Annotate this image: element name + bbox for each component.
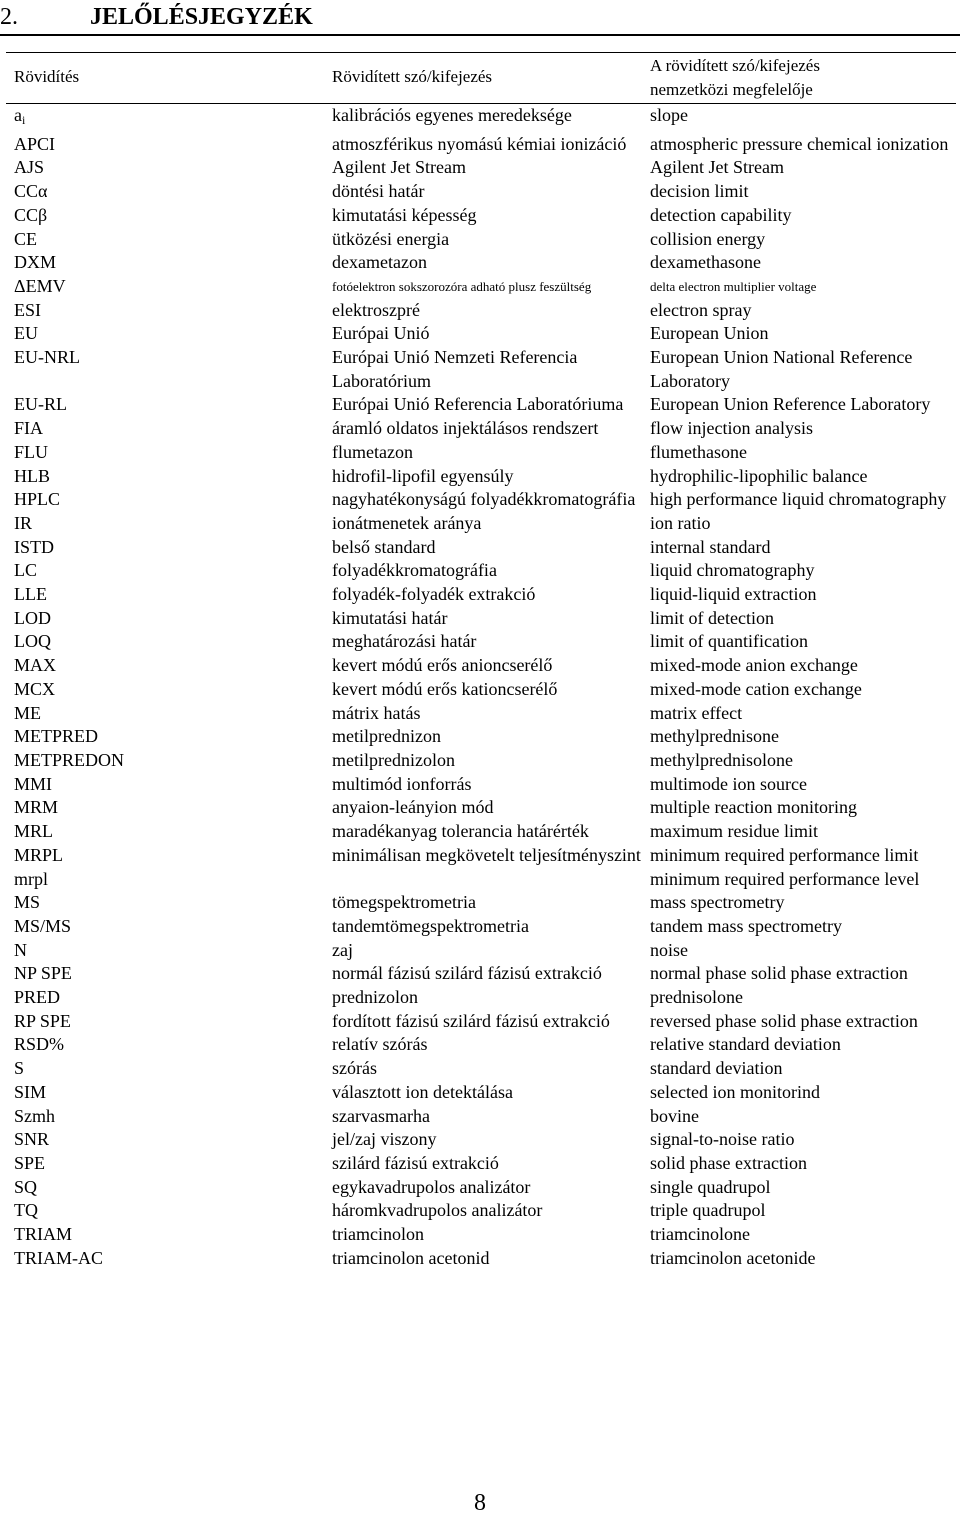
abbreviation-cell — [14, 251, 332, 275]
international-term: mixed-mode anion exchange — [650, 655, 858, 676]
hungarian-term: meghatározási határ — [332, 631, 477, 652]
international-term: reversed phase solid phase extraction — [650, 1010, 918, 1031]
hungarian-term: relatív szórás — [332, 1034, 428, 1055]
abbreviation-cell — [14, 488, 332, 512]
table-row — [14, 346, 956, 393]
hungarian-term: ütközési energia — [332, 228, 450, 249]
section-title: JELŐLÉSJEGYZÉK — [90, 4, 313, 30]
international-term: noise — [650, 939, 688, 960]
table-row — [14, 559, 956, 583]
hungarian-term: multimód ionforrás — [332, 773, 472, 794]
table-row — [14, 607, 956, 631]
abbreviation-cell — [14, 725, 332, 749]
hungarian-term — [332, 868, 650, 892]
table-row — [14, 299, 956, 323]
abbreviation: SIM — [14, 1081, 47, 1102]
abbreviation: LC — [14, 560, 38, 581]
abbreviation-cell — [14, 654, 332, 678]
abbreviation: HPLC — [14, 489, 61, 510]
abbreviation: METPRED — [14, 726, 99, 747]
abbreviation-cell — [14, 702, 332, 726]
international-term: standard deviation — [650, 1058, 783, 1079]
table-row — [14, 1105, 956, 1129]
abbreviation-cell — [14, 299, 332, 323]
international-term: solid phase extraction — [650, 1152, 807, 1173]
abbreviation: CCβ — [14, 204, 48, 225]
abbreviation: AJS — [14, 157, 45, 178]
international-term: electron spray — [650, 299, 752, 320]
table-row — [14, 891, 956, 915]
international-term: atmospheric pressure chemical ionization — [650, 133, 949, 154]
abbreviation-cell — [14, 915, 332, 939]
abbreviation: TRIAM — [14, 1224, 72, 1245]
abbreviation: CE — [14, 228, 38, 249]
abbreviation-cell — [14, 678, 332, 702]
table-row — [14, 844, 956, 868]
abbreviation: IR — [14, 512, 32, 533]
table-row — [14, 1247, 956, 1271]
abbreviation: EU — [14, 323, 38, 344]
international-term: European Union — [650, 323, 769, 344]
hungarian-term: háromkvadrupolos analizátor — [332, 1200, 543, 1221]
hungarian-term: maradékanyag tolerancia határérték — [332, 821, 589, 842]
abbreviation: SPE — [14, 1152, 46, 1173]
abbreviation-cell — [14, 1010, 332, 1034]
abbreviation-cell — [14, 346, 332, 393]
table-row — [14, 1057, 956, 1081]
header-hungarian-term: Rövidített szó/kifejezés — [332, 67, 493, 86]
abbreviation-cell — [14, 275, 332, 299]
international-term: mixed-mode cation exchange — [650, 678, 862, 699]
abbreviation-cell — [14, 1223, 332, 1247]
hungarian-term: Európai Unió — [332, 323, 430, 344]
abbreviation: S — [14, 1058, 25, 1079]
table-row — [14, 702, 956, 726]
table-row — [14, 796, 956, 820]
hungarian-term: metilprednizolon — [332, 749, 455, 770]
international-term: collision energy — [650, 228, 766, 249]
international-term: flow injection analysis — [650, 418, 813, 439]
abbreviation-cell — [14, 133, 332, 157]
table-row — [14, 915, 956, 939]
abbreviation: Szmh — [14, 1105, 56, 1126]
header-abbreviation: Rövidítés — [14, 67, 80, 86]
abbreviation-cell — [14, 559, 332, 583]
table-row — [14, 512, 956, 536]
table-row — [14, 1176, 956, 1200]
abbreviation-cell — [14, 1033, 332, 1057]
hungarian-term: triamcinolon — [332, 1224, 424, 1245]
table-row — [14, 1223, 956, 1247]
abbreviation: MS — [14, 892, 41, 913]
abbreviation-cell — [14, 773, 332, 797]
hungarian-term: normál fázisú szilárd fázisú extrakció — [332, 963, 602, 984]
hungarian-term: Európai Unió Referencia Laboratóriuma — [332, 394, 624, 415]
abbreviation-cell — [14, 180, 332, 204]
hungarian-term: szarvasmarha — [332, 1105, 430, 1126]
abbreviation: MS/MS — [14, 915, 72, 936]
hungarian-term: zaj — [332, 939, 353, 960]
abbreviation-cell — [14, 441, 332, 465]
table-row — [14, 536, 956, 560]
abbreviation-cell — [14, 986, 332, 1010]
hungarian-term: áramló oldatos injektálásos rendszert — [332, 418, 599, 439]
international-term: matrix effect — [650, 702, 743, 723]
abbreviation-cell — [14, 1152, 332, 1176]
table-row — [14, 1081, 956, 1105]
abbreviation-cell — [14, 156, 332, 180]
abbreviation-cell — [14, 1057, 332, 1081]
abbreviation: MCX — [14, 678, 56, 699]
abbreviation: HLB — [14, 465, 50, 486]
abbreviation-cell — [14, 749, 332, 773]
abbreviation-cell — [14, 630, 332, 654]
abbreviation: MRPL — [14, 844, 64, 865]
international-term: liquid-liquid extraction — [650, 584, 817, 605]
hungarian-term: folyadék-folyadék extrakció — [332, 584, 536, 605]
international-term: internal standard — [650, 536, 771, 557]
hungarian-term: kevert módú erős anioncserélő — [332, 655, 553, 676]
international-term: limit of quantification — [650, 631, 808, 652]
international-term: maximum residue limit — [650, 821, 818, 842]
international-term: bovine — [650, 1105, 699, 1126]
table-row — [14, 868, 956, 892]
abbreviation-table — [14, 104, 956, 1486]
abbreviation: APCI — [14, 133, 56, 154]
abbreviation: RP SPE — [14, 1010, 71, 1031]
table-row — [14, 104, 956, 133]
international-term: mass spectrometry — [650, 892, 785, 913]
abbreviation: MRM — [14, 797, 59, 818]
hungarian-term: szilárd fázisú extrakció — [332, 1152, 499, 1173]
abbreviation-cell — [14, 868, 332, 892]
abbreviation-cell — [14, 1247, 332, 1271]
international-term: ion ratio — [650, 512, 711, 533]
international-term: tandem mass spectrometry — [650, 915, 842, 936]
international-term: Agilent Jet Stream — [650, 157, 784, 178]
abbreviation-cell — [14, 1081, 332, 1105]
table-row — [14, 465, 956, 489]
international-term: decision limit — [650, 181, 749, 202]
abbreviation: EU-NRL — [14, 347, 80, 368]
table-row — [14, 986, 956, 1010]
table-row — [14, 133, 956, 157]
table-row — [14, 962, 956, 986]
table-row — [14, 1199, 956, 1223]
international-term: minimum required performance limit — [650, 844, 919, 865]
abbreviation: TRIAM-AC — [14, 1247, 103, 1268]
abbreviation-cell — [14, 536, 332, 560]
table-row — [14, 393, 956, 417]
international-term: minimum required performance level — [650, 868, 920, 889]
hungarian-term: tandemtömegspektrometria — [332, 915, 529, 936]
abbreviation: CCα — [14, 181, 48, 202]
table-row — [14, 251, 956, 275]
abbreviation: ISTD — [14, 536, 54, 557]
international-term: prednisolone — [650, 987, 743, 1008]
table-row — [14, 678, 956, 702]
abbreviation: LLE — [14, 584, 47, 605]
abbreviation: mrpl — [14, 868, 48, 889]
hungarian-term: ionátmenetek aránya — [332, 512, 482, 533]
international-term: signal-to-noise ratio — [650, 1129, 795, 1150]
international-term: methylprednisolone — [650, 749, 793, 770]
table-row — [14, 749, 956, 773]
hungarian-term: fotóelektron sokszorozóra adható plusz feszültség — [332, 278, 592, 294]
abbreviation-cell — [14, 512, 332, 536]
hungarian-term: szórás — [332, 1058, 377, 1079]
hungarian-term: Agilent Jet Stream — [332, 157, 466, 178]
international-term: normal phase solid phase extraction — [650, 963, 908, 984]
abbreviation: N — [14, 939, 27, 960]
header-international-term — [650, 54, 820, 102]
abbreviation: ΔEMV — [14, 275, 66, 296]
abbreviation-subscript: i — [22, 113, 26, 127]
table-row — [14, 630, 956, 654]
international-term: hydrophilic-lipophilic balance — [650, 465, 868, 486]
table-row — [14, 1033, 956, 1057]
abbreviation: RSD% — [14, 1034, 65, 1055]
hungarian-term: kimutatási határ — [332, 607, 448, 628]
abbreviation: a — [14, 105, 22, 125]
table-row — [14, 204, 956, 228]
abbreviation-cell — [14, 583, 332, 607]
section-number: 2. — [0, 4, 18, 30]
abbreviation-cell — [14, 393, 332, 417]
international-term: European Union National Reference Laboratory — [650, 347, 913, 391]
hungarian-term: fordított fázisú szilárd fázisú extrakció — [332, 1010, 610, 1031]
international-term: high performance liquid chromatography — [650, 489, 947, 510]
table-row — [14, 322, 956, 346]
international-term: multiple reaction monitoring — [650, 797, 857, 818]
abbreviation-cell — [14, 1199, 332, 1223]
abbreviation: MAX — [14, 655, 57, 676]
abbreviation-cell — [14, 1105, 332, 1129]
international-term: European Union Reference Laboratory — [650, 394, 931, 415]
abbreviation: METPREDON — [14, 749, 125, 770]
table-row — [14, 820, 956, 844]
table-row — [14, 773, 956, 797]
table-row — [14, 180, 956, 204]
abbreviation-cell — [14, 322, 332, 346]
abbreviation: FLU — [14, 441, 49, 462]
table-row — [14, 156, 956, 180]
international-term: multimode ion source — [650, 773, 807, 794]
hungarian-term: atmoszférikus nyomású kémiai ionizáció — [332, 133, 627, 154]
table-row — [14, 441, 956, 465]
international-term: detection capability — [650, 204, 792, 225]
international-term: liquid chromatography — [650, 560, 815, 581]
international-term: single quadrupol — [650, 1176, 771, 1197]
international-term: triamcinolone — [650, 1224, 750, 1245]
abbreviation-cell — [14, 465, 332, 489]
page-number: 8 — [474, 1490, 486, 1516]
abbreviation: DXM — [14, 252, 57, 273]
hungarian-term: kevert módú erős kationcserélő — [332, 678, 558, 699]
table-row — [14, 583, 956, 607]
hungarian-term: flumetazon — [332, 441, 413, 462]
hungarian-term: mátrix hatás — [332, 702, 421, 723]
international-term: delta electron multiplier voltage — [650, 278, 817, 294]
abbreviation: SQ — [14, 1176, 38, 1197]
hungarian-term: elektroszpré — [332, 299, 420, 320]
table-row — [14, 654, 956, 678]
table-row — [14, 1128, 956, 1152]
abbreviation: TQ — [14, 1200, 38, 1221]
table-row — [14, 1152, 956, 1176]
abbreviation: PRED — [14, 987, 61, 1008]
international-term: limit of detection — [650, 607, 774, 628]
abbreviation-cell — [14, 204, 332, 228]
international-term: flumethasone — [650, 441, 747, 462]
international-term: relative standard deviation — [650, 1034, 841, 1055]
table-row — [14, 939, 956, 963]
international-term: dexamethasone — [650, 252, 761, 273]
hungarian-term: minimálisan megkövetelt teljesítményszint — [332, 844, 641, 865]
hungarian-term: kalibrációs egyenes meredeksége — [332, 105, 572, 125]
abbreviation-cell — [14, 891, 332, 915]
abbreviation: LOD — [14, 607, 51, 628]
hungarian-term: metilprednizon — [332, 726, 441, 747]
abbreviation: ESI — [14, 299, 41, 320]
international-term: triamcinolon acetonide — [650, 1247, 816, 1268]
abbreviation: SNR — [14, 1129, 50, 1150]
table-row — [14, 488, 956, 512]
abbreviation-cell — [14, 962, 332, 986]
hungarian-term: hidrofil-lipofil egyensúly — [332, 465, 514, 486]
header-international-term-line2: nemzetközi megfelelője — [650, 80, 813, 99]
international-term: selected ion monitorind — [650, 1081, 820, 1102]
abbreviation: MMI — [14, 773, 53, 794]
hungarian-term: nagyhatékonyságú folyadékkromatográfia — [332, 489, 636, 510]
hungarian-term: belső standard — [332, 536, 436, 557]
hungarian-term: prednizolon — [332, 987, 418, 1008]
section-heading — [0, 0, 960, 36]
table-row — [14, 417, 956, 441]
hungarian-term: tömegspektrometria — [332, 892, 476, 913]
hungarian-term: jel/zaj viszony — [332, 1129, 437, 1150]
abbreviation: LOQ — [14, 631, 51, 652]
hungarian-term: Európai Unió Nemzeti Referencia Laboratórium — [332, 347, 578, 391]
abbreviation: NP SPE — [14, 963, 72, 984]
abbreviation: ME — [14, 702, 41, 723]
hungarian-term: folyadékkromatográfia — [332, 560, 497, 581]
abbreviation-cell — [14, 939, 332, 963]
abbreviation-cell — [14, 1128, 332, 1152]
abbreviation: MRL — [14, 821, 54, 842]
international-term: slope — [650, 105, 688, 125]
abbreviation-cell — [14, 228, 332, 252]
abbreviation: FIA — [14, 418, 44, 439]
hungarian-term: anyaion-leányion mód — [332, 797, 494, 818]
abbreviation-cell — [14, 607, 332, 631]
hungarian-term: választott ion detektálása — [332, 1081, 513, 1102]
table-row — [14, 275, 956, 299]
international-term: methylprednisone — [650, 726, 779, 747]
header-international-term-line1: A rövidített szó/kifejezés — [650, 56, 820, 75]
abbreviation-cell — [14, 417, 332, 441]
table-header — [6, 52, 956, 104]
abbreviation-cell — [14, 820, 332, 844]
table-row — [14, 1010, 956, 1034]
table-row — [14, 725, 956, 749]
hungarian-term: dexametazon — [332, 252, 427, 273]
table-row — [14, 228, 956, 252]
hungarian-term: triamcinolon acetonid — [332, 1247, 490, 1268]
hungarian-term: egykavadrupolos analizátor — [332, 1176, 531, 1197]
hungarian-term: döntési határ — [332, 181, 425, 202]
abbreviation: EU-RL — [14, 394, 67, 415]
international-term: triple quadrupol — [650, 1200, 766, 1221]
abbreviation-cell — [14, 844, 332, 868]
hungarian-term: kimutatási képesség — [332, 204, 477, 225]
abbreviation-cell — [14, 1176, 332, 1200]
abbreviation-cell — [14, 796, 332, 820]
abbreviation-cell — [14, 104, 332, 133]
